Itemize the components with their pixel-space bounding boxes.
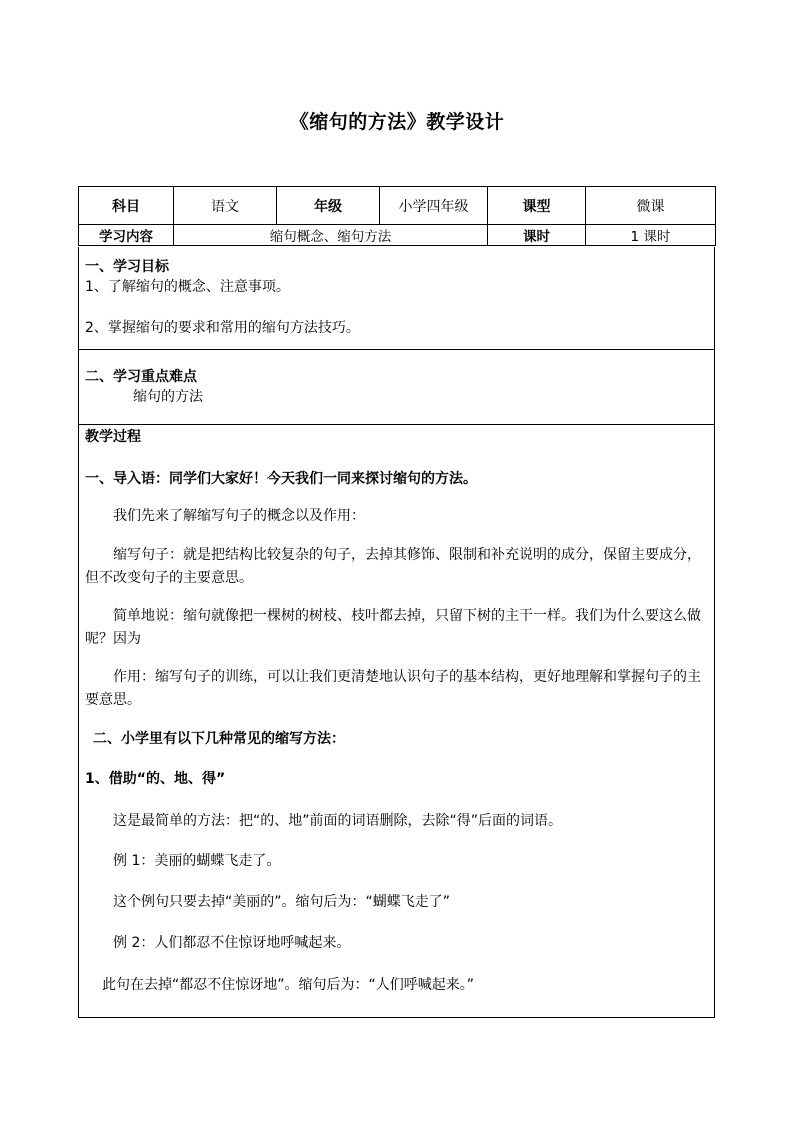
objective-item-2: 2、掌握缩句的要求和常用的缩句方法技巧。 — [85, 320, 360, 336]
process-heading: 教学过程 — [85, 429, 141, 445]
subject-label: 科目 — [79, 187, 174, 225]
info-row-1 — [79, 187, 716, 225]
objectives-section — [78, 247, 715, 350]
example-2: 例 2：人们都忍不住惊讶地呼喊起来。 — [113, 935, 351, 951]
subject-value: 语文 — [174, 187, 277, 225]
key-points-heading: 二、学习重点难点 — [85, 369, 197, 385]
definition-paragraph: 缩写句子：就是把结构比较复杂的句子，去掉其修饰、限制和补充说明的成分，保留主要成分，但不改变句子的主要意思。 — [85, 547, 701, 586]
hours-value: 1 课时 — [586, 225, 716, 246]
method-1-description: 这是最简单的方法：把“的、地”前面的词语删除，去除“得”后面的词语。 — [113, 813, 563, 829]
objectives-heading: 一、学习目标 — [85, 259, 169, 275]
example-2-note: 此句在去掉“都忍不住惊讶地”。缩句后为：“人们呼喊起来。” — [102, 977, 475, 993]
hours-label: 课时 — [488, 225, 586, 246]
intro-heading: 一、导入语：同学们大家好！今天我们一同来探讨缩句的方法。 — [85, 471, 477, 487]
purpose-paragraph: 作用：缩写句子的训练，可以让我们更清楚地认识句子的基本结构，更好地理解和掌握句子的主要意思。 — [85, 669, 701, 708]
objective-item-1: 1、了解缩句的概念、注意事项。 — [85, 279, 290, 295]
method-1-heading: 1、借助“的、地、得” — [85, 771, 226, 787]
course-info-table — [78, 186, 716, 246]
key-points-content: 缩句的方法 — [133, 389, 203, 405]
content-value: 缩句概念、缩句方法 — [174, 225, 488, 246]
example-1-note: 这个例句只要去掉“美丽的”。缩句后为：“蝴蝶飞走了” — [113, 894, 451, 910]
process-section — [78, 424, 715, 1018]
key-points-section — [78, 349, 715, 425]
grade-value: 小学四年级 — [380, 187, 488, 225]
example-1: 例 1：美丽的蝴蝶飞走了。 — [113, 853, 281, 869]
info-row-2 — [79, 225, 716, 246]
type-label: 课型 — [488, 187, 586, 225]
type-value: 微课 — [586, 187, 716, 225]
methods-heading: 二、小学里有以下几种常见的缩写方法： — [93, 731, 345, 747]
concept-intro-paragraph: 我们先来了解缩写句子的概念以及作用： — [113, 508, 365, 524]
document-title: 《缩句的方法》教学设计 — [289, 111, 505, 133]
simple-explanation-paragraph: 简单地说：缩句就像把一棵树的树枝、枝叶都去掉，只留下树的主干一样。我们为什么要这么做呢？因为 — [85, 608, 701, 647]
content-label: 学习内容 — [79, 225, 174, 246]
grade-label: 年级 — [277, 187, 380, 225]
